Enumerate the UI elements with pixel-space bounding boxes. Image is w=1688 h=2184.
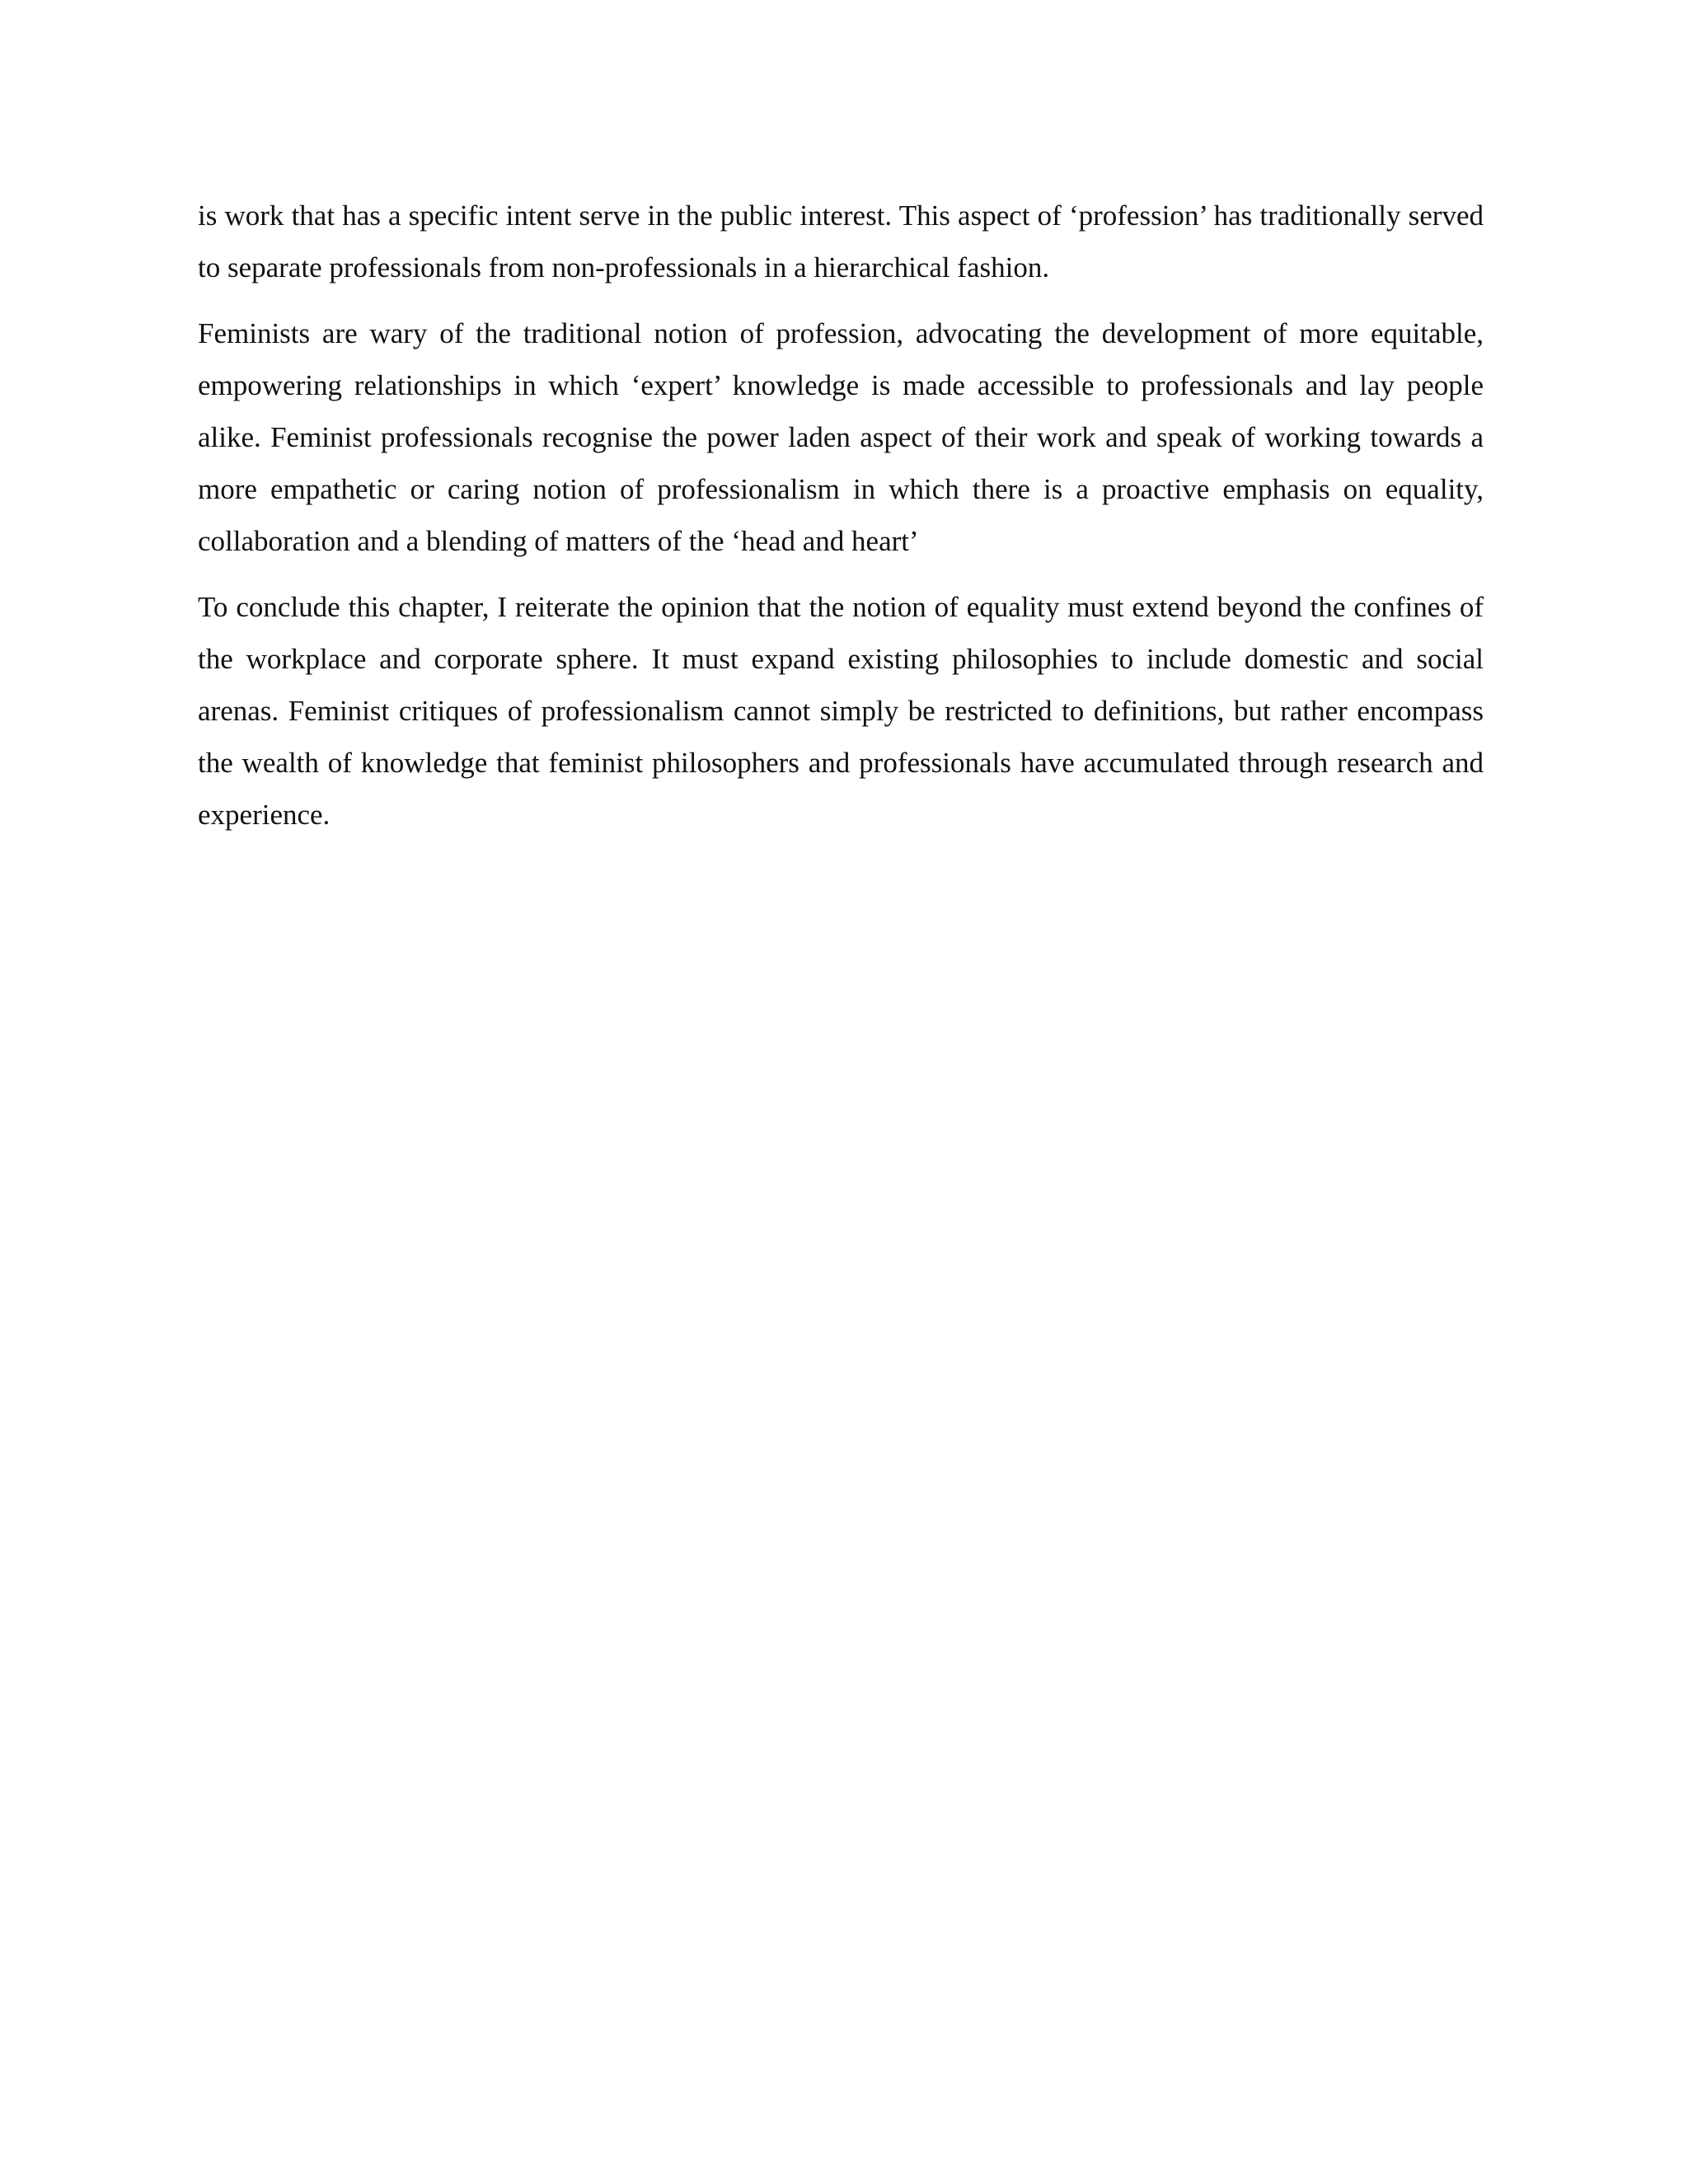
body-text bbox=[198, 190, 1484, 855]
paragraph-1: is work that has a specific intent serve in the public interest. This aspect of ‘profession’ has traditionally served to separate professionals from non-professionals in a hierarchical fashion. bbox=[198, 199, 1484, 284]
paragraph-2: Feminists are wary of the traditional notion of profession, advocating the development of more equitable, empowering relationships in which ‘expert’ knowledge is made accessible to professionals and lay people alike. Feminist professionals recognise the power laden aspect of their work and speak of working towards a more empathetic or caring notion of professionalism in which there is a proactive emphasis on equality, collaboration and a blending of matters of the ‘head and heart’ bbox=[198, 317, 1484, 557]
paragraph-3: To conclude this chapter, I reiterate the opinion that the notion of equality must extend beyond the confines of the workplace and corporate sphere. It must expand existing philosophies to include domestic and social arenas. Feminist critiques of professionalism cannot simply be restricted to definitions, but rather encompass the wealth of knowledge that feminist philosophers and professionals have accumulated through research and experience. bbox=[198, 591, 1484, 831]
